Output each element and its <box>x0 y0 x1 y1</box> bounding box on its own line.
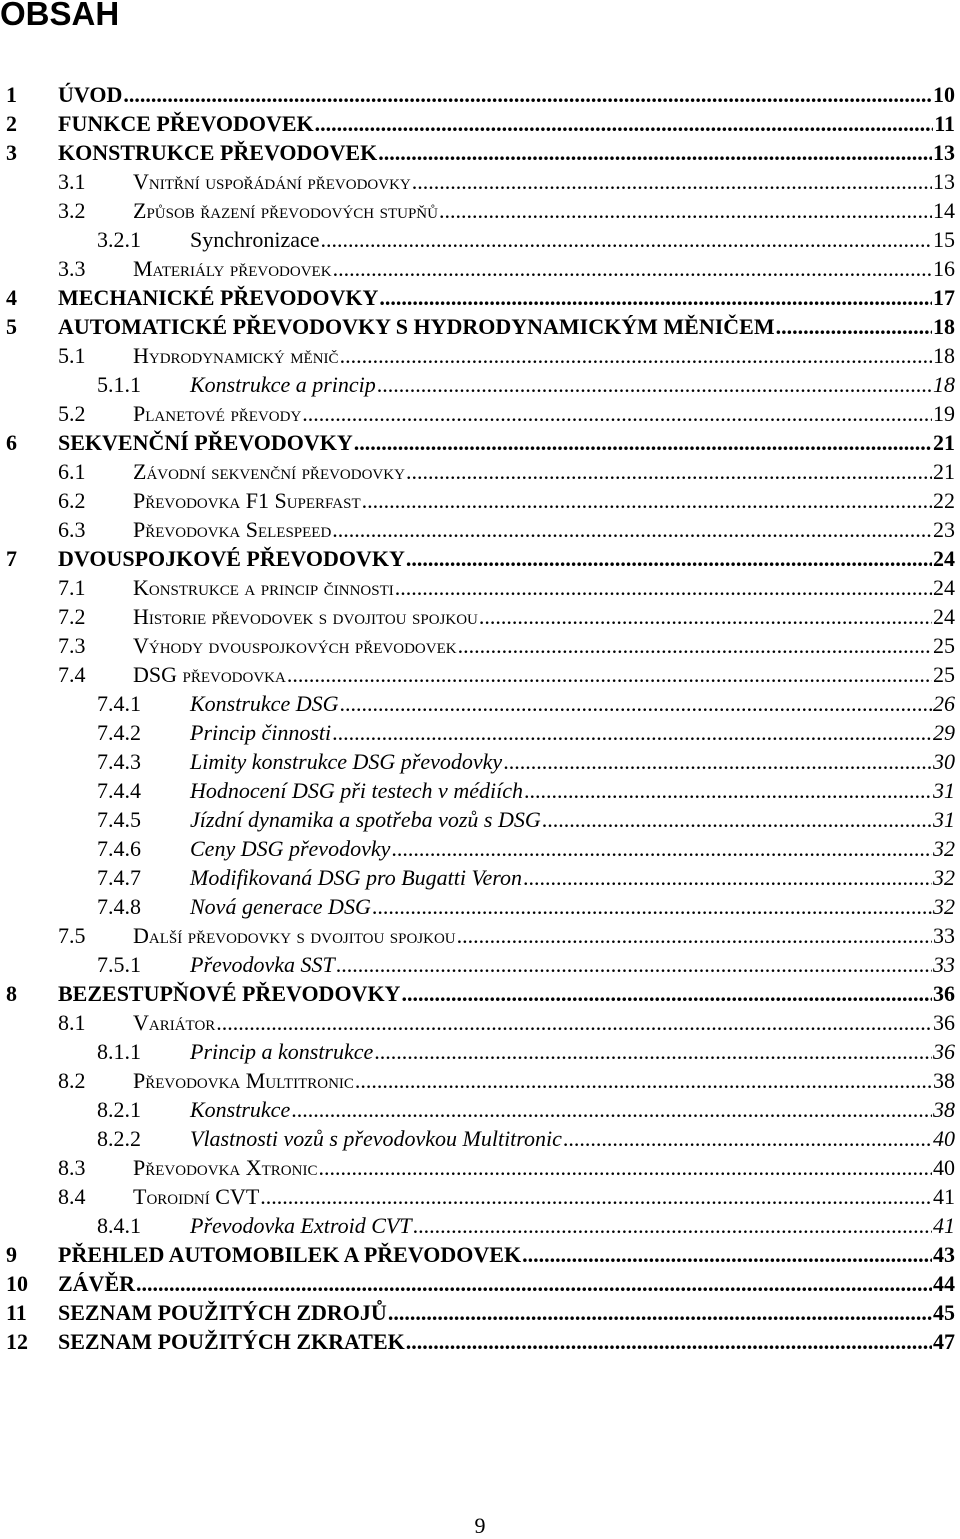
toc-entry-page: 44 <box>933 1271 955 1296</box>
toc-entry[interactable] <box>0 1298 960 1327</box>
toc-entry[interactable] <box>0 1153 960 1182</box>
toc-entry-page: 47 <box>933 1329 955 1354</box>
toc-entry[interactable] <box>0 892 960 921</box>
toc-entry-number: 8.4.1 <box>97 1213 141 1238</box>
toc-entry-leader <box>58 1327 955 1356</box>
toc-entry-leader <box>58 109 955 138</box>
toc-entry-number: 9 <box>6 1242 17 1267</box>
toc-entry-page: 31 <box>933 778 955 803</box>
dot-leader <box>340 341 932 370</box>
toc-entry-leader <box>190 1095 955 1124</box>
toc-entry-number: 1 <box>6 82 17 107</box>
dot-leader <box>333 254 932 283</box>
toc-entry-number: 3.2.1 <box>97 227 141 252</box>
toc-entry-leader <box>190 370 955 399</box>
toc-entry[interactable] <box>0 1124 960 1153</box>
toc-entry[interactable] <box>0 486 960 515</box>
toc-entry[interactable] <box>0 776 960 805</box>
toc-entry-number: 8.4 <box>58 1184 86 1209</box>
toc-entry-title: Převodovka F1 Superfast <box>133 488 361 513</box>
toc-entry-page: 40 <box>933 1126 955 1151</box>
toc-entry-leader <box>190 1211 955 1240</box>
toc-entry-leader <box>58 80 955 109</box>
toc-entry-title: Toroidní CVT <box>133 1184 260 1209</box>
toc-entry-number: 10 <box>6 1271 28 1296</box>
toc-entry[interactable] <box>0 457 960 486</box>
toc-entry-leader <box>190 225 955 254</box>
toc-entry-title: Vnitřní uspořádání převodovky <box>133 169 411 194</box>
toc-entry-leader <box>58 979 955 1008</box>
toc-entry-number: 7.3 <box>58 633 86 658</box>
toc-entry-leader <box>133 660 955 689</box>
dot-leader <box>315 109 934 138</box>
toc-entry-number: 3 <box>6 140 17 165</box>
dot-leader <box>377 370 932 399</box>
dot-leader <box>123 80 932 109</box>
dot-leader <box>332 515 932 544</box>
toc-entry[interactable] <box>0 950 960 979</box>
dot-leader <box>395 573 932 602</box>
toc-entry-leader <box>133 1008 955 1037</box>
toc-entry-page: 24 <box>933 546 955 571</box>
toc-entry-title: Konstrukce a princip <box>190 372 376 397</box>
dot-leader <box>136 1269 932 1298</box>
toc-entry-page: 40 <box>933 1155 955 1180</box>
toc-entry[interactable] <box>0 428 960 457</box>
toc-entry-page: 24 <box>933 604 955 629</box>
toc-entry[interactable] <box>0 544 960 573</box>
toc-entry-leader <box>190 1124 955 1153</box>
dot-leader <box>388 1298 932 1327</box>
toc-entry-leader <box>190 1037 955 1066</box>
toc-entry[interactable] <box>0 1066 960 1095</box>
toc-entry-leader <box>190 689 955 718</box>
toc-entry-number: 7.4 <box>58 662 86 687</box>
toc-entry-number: 8.1 <box>58 1010 86 1035</box>
dot-leader <box>524 776 932 805</box>
toc-entry-page: 33 <box>933 952 955 977</box>
toc-entry-page: 38 <box>933 1097 955 1122</box>
toc-entry-number: 7.4.4 <box>97 778 141 803</box>
toc-entry-leader <box>58 1240 955 1269</box>
toc-entry-page: 18 <box>933 372 955 397</box>
toc-entry-number: 11 <box>6 1300 27 1325</box>
dot-leader <box>339 689 932 718</box>
toc-entry-number: 8.3 <box>58 1155 86 1180</box>
toc-entry-leader <box>58 1269 955 1298</box>
toc-entry-page: 31 <box>933 807 955 832</box>
toc-entry-title: Závodní sekvenční převodovky <box>133 459 405 484</box>
toc-entry-page: 11 <box>934 111 955 136</box>
toc-entry[interactable] <box>0 689 960 718</box>
toc-entry[interactable] <box>0 660 960 689</box>
toc-entry-page: 29 <box>933 720 955 745</box>
toc-entry-title: Převodovka Selespeed <box>133 517 332 542</box>
toc-entry[interactable] <box>0 1211 960 1240</box>
toc-entry-page: 38 <box>933 1068 955 1093</box>
dot-leader <box>318 1153 932 1182</box>
toc-entry-leader <box>133 602 955 631</box>
toc-entry-number: 6.3 <box>58 517 86 542</box>
dot-leader <box>523 863 932 892</box>
toc-entry[interactable] <box>0 225 960 254</box>
toc-entry-number: 6 <box>6 430 17 455</box>
toc-entry-title: Historie převodovek s dvojitou spojkou <box>133 604 478 629</box>
toc-entry-leader <box>133 196 955 225</box>
toc-entry-page: 36 <box>933 981 955 1006</box>
dot-leader <box>391 834 932 863</box>
toc-entry-number: 7.4.8 <box>97 894 141 919</box>
toc-entry-title: Způsob řazení převodových stupňů <box>133 198 438 223</box>
toc-entry[interactable] <box>0 1037 960 1066</box>
toc-entry-page: 19 <box>933 401 955 426</box>
toc-entry-leader <box>190 776 955 805</box>
toc-entry-page: 21 <box>933 459 955 484</box>
toc-entry-title: BEZESTUPŇOVÉ PŘEVODOVKY <box>58 981 401 1006</box>
toc-entry-title: Výhody dvouspojkových převodovek <box>133 633 457 658</box>
toc-entry[interactable] <box>0 80 960 109</box>
toc-entry[interactable] <box>0 312 960 341</box>
toc-entry-number: 7.5.1 <box>97 952 141 977</box>
toc-entry-page: 16 <box>933 256 955 281</box>
toc-entry-title: Další převodovky s dvojitou spojkou <box>133 923 456 948</box>
toc-entry-number: 8.1.1 <box>97 1039 141 1064</box>
dot-leader <box>401 979 932 1008</box>
toc-entry-leader <box>133 1066 955 1095</box>
toc-entry[interactable] <box>0 602 960 631</box>
toc-entry-title: Princip činnosti <box>190 720 332 745</box>
toc-entry-number: 7.4.6 <box>97 836 141 861</box>
toc-entry-title: Převodovka Extroid CVT <box>190 1213 412 1238</box>
dot-leader <box>362 486 932 515</box>
dot-leader <box>216 1008 932 1037</box>
dot-leader <box>458 631 932 660</box>
toc-entry[interactable] <box>0 167 960 196</box>
toc-entry-number: 7.4.7 <box>97 865 141 890</box>
toc-entry-title: AUTOMATICKÉ PŘEVODOVKY S HYDRODYNAMICKÝM MĚNIČEM <box>58 314 775 339</box>
dot-leader <box>413 1211 932 1240</box>
toc-entry[interactable] <box>0 718 960 747</box>
dot-leader <box>522 1240 932 1269</box>
toc-entry-number: 3.3 <box>58 256 86 281</box>
dot-leader <box>379 283 932 312</box>
toc-entry-leader <box>190 718 955 747</box>
toc-entry-number: 7.4.5 <box>97 807 141 832</box>
toc-entry[interactable] <box>0 747 960 776</box>
dot-leader <box>287 660 932 689</box>
toc-entry[interactable] <box>0 196 960 225</box>
toc-entry[interactable] <box>0 254 960 283</box>
toc-entry-leader <box>133 254 955 283</box>
toc-entry-page: 18 <box>933 314 955 339</box>
toc-entry-title: Synchronizace <box>190 227 320 252</box>
toc-entry-page: 15 <box>933 227 955 252</box>
toc-entry-page: 45 <box>933 1300 955 1325</box>
dot-leader <box>354 428 932 457</box>
toc-entry-leader <box>190 747 955 776</box>
toc-entry-page: 25 <box>933 633 955 658</box>
toc-entry-title: Převodovka Multitronic <box>133 1068 354 1093</box>
toc-entry-number: 8.2 <box>58 1068 86 1093</box>
toc-entry-page: 32 <box>933 865 955 890</box>
toc-entry-title: Materiály převodovek <box>133 256 332 281</box>
toc-entry-page: 36 <box>933 1039 955 1064</box>
dot-leader <box>503 747 932 776</box>
toc-entry-leader <box>133 921 955 950</box>
toc-entry-leader <box>58 544 955 573</box>
toc-entry-page: 30 <box>933 749 955 774</box>
toc-entry-page: 36 <box>933 1010 955 1035</box>
toc-entry-title: DSG převodovka <box>133 662 286 687</box>
toc-entry-title: DVOUSPOJKOVÉ PŘEVODOVKY <box>58 546 405 571</box>
toc-entry-title: ÚVOD <box>58 82 123 107</box>
toc-entry-number: 7.5 <box>58 923 86 948</box>
toc-entry-title: Konstrukce DSG <box>190 691 339 716</box>
dot-leader <box>260 1182 932 1211</box>
toc-entry-number: 7.1 <box>58 575 86 600</box>
toc-entry-number: 7.4.2 <box>97 720 141 745</box>
toc-entry-page: 13 <box>933 140 955 165</box>
toc-entry-number: 5.1.1 <box>97 372 141 397</box>
toc-entry-leader <box>133 1153 955 1182</box>
toc-entry-number: 5.2 <box>58 401 86 426</box>
toc-entry-title: FUNKCE PŘEVODOVEK <box>58 111 314 136</box>
toc-entry-page: 32 <box>933 836 955 861</box>
toc-entry-number: 5 <box>6 314 17 339</box>
toc-entry[interactable] <box>0 863 960 892</box>
toc-entry-number: 7.4.3 <box>97 749 141 774</box>
toc-entry[interactable] <box>0 631 960 660</box>
dot-leader <box>321 225 933 254</box>
toc-entry-title: Modifikovaná DSG pro Bugatti Veron <box>190 865 522 890</box>
toc-entry[interactable] <box>0 834 960 863</box>
dot-leader <box>479 602 932 631</box>
toc-entry-number: 3.2 <box>58 198 86 223</box>
toc-entry-title: KONSTRUKCE PŘEVODOVEK <box>58 140 378 165</box>
toc-entry-leader <box>133 167 955 196</box>
toc-entry[interactable] <box>0 921 960 950</box>
toc-entry-leader <box>133 486 955 515</box>
toc-entry[interactable] <box>0 399 960 428</box>
page-title: OBSAH <box>0 0 120 32</box>
dot-leader <box>406 544 932 573</box>
toc-entry-page: 33 <box>933 923 955 948</box>
toc-entry-leader <box>58 1298 955 1327</box>
toc-entry-page: 17 <box>933 285 955 310</box>
toc-entry-leader <box>133 399 955 428</box>
toc-entry-title: SEKVENČNÍ PŘEVODOVKY <box>58 430 353 455</box>
dot-leader <box>406 457 932 486</box>
toc-entry[interactable] <box>0 370 960 399</box>
toc-entry-title: SEZNAM POUŽITÝCH ZDROJŮ <box>58 1300 387 1325</box>
toc-entry-page: 13 <box>933 169 955 194</box>
toc-entry-leader <box>190 805 955 834</box>
toc-entry-leader <box>190 950 955 979</box>
dot-leader <box>542 805 932 834</box>
toc-entry-leader <box>58 428 955 457</box>
dot-leader <box>291 1095 932 1124</box>
toc-entry-title: PŘEHLED AUTOMOBILEK A PŘEVODOVEK <box>58 1242 522 1267</box>
dot-leader <box>378 138 932 167</box>
dot-leader <box>336 950 932 979</box>
toc-entry-leader <box>133 1182 955 1211</box>
toc-entry[interactable] <box>0 1240 960 1269</box>
toc-entry-page: 43 <box>933 1242 955 1267</box>
toc-entry-leader <box>133 631 955 660</box>
toc-entry-page: 10 <box>933 82 955 107</box>
toc-entry-title: Limity konstrukce DSG převodovky <box>190 749 503 774</box>
dot-leader <box>406 1327 932 1356</box>
dot-leader <box>372 892 932 921</box>
toc-entry[interactable] <box>0 138 960 167</box>
dot-leader <box>332 718 932 747</box>
toc-entry-leader <box>190 892 955 921</box>
toc-entry-number: 5.1 <box>58 343 86 368</box>
table-of-contents <box>0 80 960 1356</box>
toc-entry-title: Konstrukce <box>190 1097 291 1122</box>
dot-leader <box>563 1124 932 1153</box>
toc-entry-number: 2 <box>6 111 17 136</box>
toc-entry[interactable] <box>0 1182 960 1211</box>
toc-entry-leader <box>133 515 955 544</box>
toc-entry-title: Ceny DSG převodovky <box>190 836 391 861</box>
toc-entry-title: Nová generace DSG <box>190 894 371 919</box>
toc-entry-page: 26 <box>933 691 955 716</box>
toc-entry-number: 6.1 <box>58 459 86 484</box>
dot-leader <box>776 312 932 341</box>
toc-entry-number: 6.2 <box>58 488 86 513</box>
toc-entry-title: Převodovka SST <box>190 952 335 977</box>
toc-entry-number: 8.2.2 <box>97 1126 141 1151</box>
toc-entry[interactable] <box>0 979 960 1008</box>
toc-entry-number: 3.1 <box>58 169 86 194</box>
toc-entry-title: Vlastnosti vozů s převodovkou Multitronic <box>190 1126 562 1151</box>
toc-entry-title: Hodnocení DSG při testech v médiích <box>190 778 523 803</box>
toc-entry[interactable] <box>0 515 960 544</box>
toc-entry-page: 23 <box>933 517 955 542</box>
toc-entry[interactable] <box>0 109 960 138</box>
toc-entry-page: 32 <box>933 894 955 919</box>
toc-entry-title: Variátor <box>133 1010 216 1035</box>
toc-entry-title: Převodovka Xtronic <box>133 1155 318 1180</box>
toc-entry[interactable] <box>0 1327 960 1356</box>
toc-entry[interactable] <box>0 805 960 834</box>
toc-entry-number: 7.4.1 <box>97 691 141 716</box>
toc-entry-title: Hydrodynamický měnič <box>133 343 339 368</box>
toc-entry[interactable] <box>0 573 960 602</box>
page-number: 9 <box>474 1513 486 1538</box>
dot-leader <box>355 1066 932 1095</box>
toc-entry-leader <box>58 312 955 341</box>
toc-entry[interactable] <box>0 1008 960 1037</box>
toc-entry-page: 18 <box>933 343 955 368</box>
dot-leader <box>302 399 932 428</box>
toc-entry-number: 7.2 <box>58 604 86 629</box>
toc-entry-leader <box>190 863 955 892</box>
toc-entry-page: 41 <box>933 1213 955 1238</box>
toc-entry[interactable] <box>0 283 960 312</box>
dot-leader <box>439 196 932 225</box>
dot-leader <box>374 1037 932 1066</box>
toc-entry[interactable] <box>0 1269 960 1298</box>
toc-entry-page: 41 <box>933 1184 955 1209</box>
toc-entry-title: Princip a konstrukce <box>190 1039 374 1064</box>
toc-entry-number: 8 <box>6 981 17 1006</box>
toc-entry-title: Jízdní dynamika a spotřeba vozů s DSG <box>190 807 541 832</box>
toc-entry-title: MECHANICKÉ PŘEVODOVKY <box>58 285 379 310</box>
toc-entry-page: 21 <box>933 430 955 455</box>
toc-entry-title: SEZNAM POUŽITÝCH ZKRATEK <box>58 1329 405 1354</box>
toc-entry-title: Konstrukce a princip činnosti <box>133 575 394 600</box>
toc-entry-title: ZÁVĚR <box>58 1271 136 1296</box>
toc-entry-number: 4 <box>6 285 17 310</box>
toc-entry-leader <box>133 573 955 602</box>
toc-entry-leader <box>190 834 955 863</box>
toc-entry-number: 12 <box>6 1329 28 1354</box>
toc-entry-leader <box>58 283 955 312</box>
toc-entry[interactable] <box>0 1095 960 1124</box>
toc-entry-title: Planetové převody <box>133 401 302 426</box>
toc-entry-number: 8.2.1 <box>97 1097 141 1122</box>
dot-leader <box>457 921 932 950</box>
toc-entry-page: 24 <box>933 575 955 600</box>
toc-entry-leader <box>133 457 955 486</box>
toc-entry-page: 22 <box>933 488 955 513</box>
toc-entry-page: 14 <box>933 198 955 223</box>
toc-entry-number: 7 <box>6 546 17 571</box>
dot-leader <box>412 167 932 196</box>
toc-entry-leader <box>133 341 955 370</box>
toc-entry-leader <box>58 138 955 167</box>
toc-entry[interactable] <box>0 341 960 370</box>
toc-entry-page: 25 <box>933 662 955 687</box>
